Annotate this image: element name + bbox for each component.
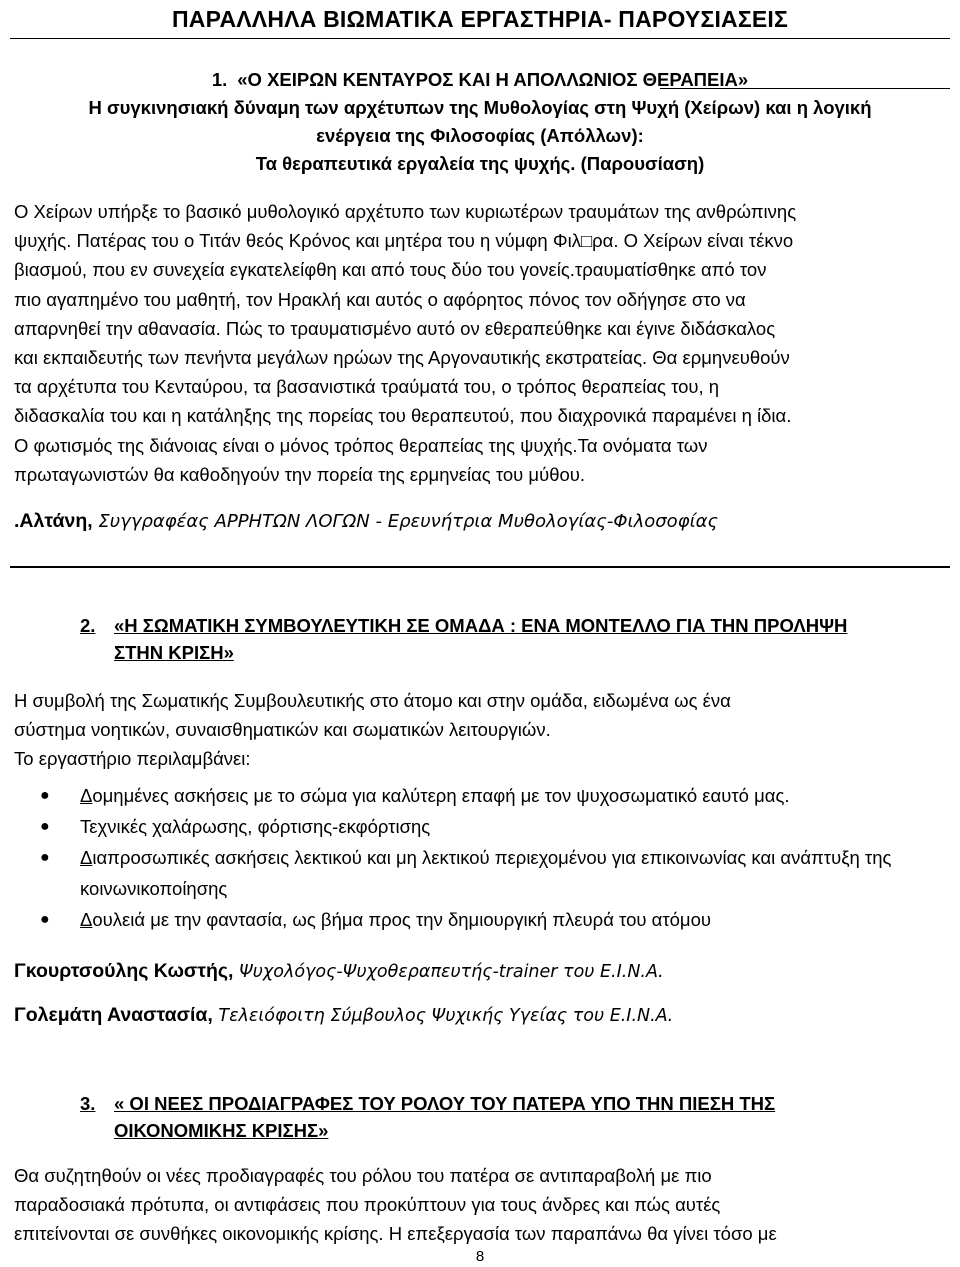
- bullet-icon: ●: [40, 849, 50, 866]
- section-1-subtitle-line-2: ενέργεια της Φιλοσοφίας (Απόλλων):: [316, 125, 644, 146]
- section-1-title-line: [0, 66, 960, 94]
- body-line: τα αρχέτυπα του Κενταύρου, τα βασανιστικά τραύματά του, ο τρόπος θεραπείας του, η: [14, 376, 720, 398]
- body-line: βιασμού, που εν συνεχεία εγκατελείφθη και από τους δύο του γονείς.τραυματίσθηκε από τον: [14, 259, 767, 281]
- section-divider: [10, 566, 950, 568]
- section-1-subtitle-line-1: Η συγκινησιακή δύναμη των αρχέτυπων της Μυθολογίας στη Ψυχή (Χείρων) και η λογική: [88, 97, 872, 118]
- section-2-title-line-1: «Η ΣΩΜΑΤΙΚΗ ΣΥΜΒΟΥΛΕΥΤΙΚΗ ΣΕ ΟΜΑΔΑ : ΕΝΑ ΜΟΝΤΕΛΛΟ ΓΙΑ ΤΗΝ ΠΡΟΛΗΨΗ: [114, 615, 848, 636]
- body-line: πρωταγωνιστών θα καθοδηγούν την πορεία της ερμηνείας του μύθου.: [14, 463, 586, 485]
- presenter-name: Γολεμάτη Αναστασία,: [14, 1004, 213, 1026]
- body-line: διδασκαλία του και η κατάληξης της πορείας του θεραπευτού, που διαχρονικά παραμένει η ίδια.: [14, 405, 792, 427]
- body-line: Ο Χείρων υπήρξε το βασικό μυθολογικό αρχέτυπο των κυριωτέρων τραυμάτων της ανθρώπινης: [14, 201, 797, 222]
- body-line: σύστημα νοητικών, συναισθηματικών και σωματικών λειτουργιών.: [14, 719, 551, 741]
- body-line: Ο φωτισμός της διάνοιας είναι ο μόνος τρόπος θεραπείας της ψυχής.Τα ονόματα των: [14, 434, 708, 456]
- section-2-bullet-list: [14, 780, 946, 935]
- author-name: .Αλτάνη,: [14, 510, 93, 532]
- section-2-intro: [14, 686, 946, 774]
- list-item: ● Δομημένες ασκήσεις με το σώμα για καλύτερη επαφή με τον ψυχοσωματικό εαυτό μας.: [14, 780, 946, 811]
- section-1-author: [14, 510, 718, 533]
- section-3-title-line-1: « ΟΙ ΝΕΕΣ ΠΡΟΔΙΑΓΡΑΦΕΣ ΤΟΥ ΡΟΛΟΥ ΤΟΥ ΠΑΤΕΡΑ ΥΠΟ ΤΗΝ ΠΙΕΣΗ ΤΗΣ: [114, 1093, 776, 1114]
- list-item: ● Δουλειά με την φαντασία, ως βήμα προς την δημιουργική πλευρά του ατόμου: [14, 904, 946, 935]
- body-line: επιτείνονται σε συνθήκες οικονομικής κρίσης. Η επεξεργασία των παραπάνω θα γίνει τόσο με: [14, 1223, 777, 1245]
- title-rule: [10, 38, 950, 39]
- body-line: παραδοσιακά πρότυπα, οι αντιφάσεις που προκύπτουν για τους άνδρες και πώς αυτές: [14, 1194, 721, 1216]
- bullet-icon: ●: [40, 818, 50, 835]
- body-line: απαρνηθεί την αθανασία. Πώς το τραυματισμένο αυτό ον εθεραπεύθηκε και έγινε διδάσκαλος: [14, 317, 776, 339]
- section-3-number: 3.: [80, 1093, 96, 1114]
- page-number: 8: [475, 1248, 485, 1265]
- body-line: ψυχής. Πατέρας του ο Τιτάν θεός Κρόνος και μητέρα του η νύμφη Φιλ□ρα. Ο Χείρων είναι τέκνο: [14, 230, 794, 252]
- section-2-number: 2.: [80, 615, 96, 636]
- body-line: Το εργαστήριο περιλαμβάνει:: [14, 748, 251, 770]
- section-2-heading: [80, 612, 950, 666]
- list-item: ● Τεχνικές χαλάρωσης, φόρτισης-εκφόρτισης: [14, 811, 946, 842]
- section-1-subtitle-line-3: [0, 150, 960, 178]
- body-line: Θα συζητηθούν οι νέες προδιαγραφές του ρόλου του πατέρα σε αντιπαραβολή με πιο: [14, 1165, 712, 1186]
- section-1-heading: [0, 66, 960, 178]
- section-3-body: [14, 1161, 946, 1249]
- section-1-type-label: (Παρουσίαση): [580, 153, 705, 174]
- presenter-2: [14, 1004, 673, 1027]
- presenter-role: Ψυχολόγος-Ψυχοθεραπευτής-trainer του Ε.Ι.Ν.Α.: [233, 962, 664, 982]
- presenter-role: Τελειόφοιτη Σύμβουλος Ψυχικής Υγείας του Ε.Ι.Ν.Α.: [212, 1006, 674, 1026]
- bullet-icon: ●: [40, 787, 50, 804]
- author-role: Συγγραφέας ΑΡΡΗΤΩΝ ΛΟΓΩΝ - Ερευνήτρια Μυθολογίας-Φιλοσοφίας: [92, 511, 719, 532]
- section-3-heading: [80, 1090, 950, 1144]
- section-1-rule: [660, 88, 950, 89]
- section-1-body: [14, 197, 946, 489]
- section-1-number: 1.: [211, 69, 228, 90]
- page-title: ΠΑΡΑΛΛΗΛΑ ΒΙΩΜΑΤΙΚΑ ΕΡΓΑΣΤΗΡΙΑ- ΠΑΡΟΥΣΙΑΣΕΙΣ: [172, 6, 788, 32]
- bullet-icon: ●: [40, 911, 50, 928]
- body-line: και εκπαιδευτής των πενήντα μεγάλων ηρώων της Αργοναυτικής εκστρατείας. Θα ερμηνευθούν: [14, 347, 790, 369]
- section-2-title-line-2: ΣΤΗΝ ΚΡΙΣΗ»: [114, 642, 234, 663]
- body-line: Η συμβολή της Σωματικής Συμβουλευτικής στο άτομο και στην ομάδα, ειδωμένα ως ένα: [14, 690, 731, 711]
- section-1-title: «Ο ΧΕΙΡΩΝ ΚΕΝΤΑΥΡΟΣ ΚΑΙ Η ΑΠΟΛΛΩΝΙΟΣ ΘΕΡΑΠΕΙΑ»: [237, 69, 749, 90]
- presenter-name: Γκουρτσούλης Κωστής,: [14, 960, 234, 982]
- section-1-subtitle-text: Τα θεραπευτικά εργαλεία της ψυχής.: [255, 153, 576, 174]
- presenter-1: [14, 960, 664, 983]
- section-3-title-line-2: ΟΙΚΟΝΟΜΙΚΗΣ ΚΡΙΣΗΣ»: [114, 1120, 329, 1141]
- list-item: ● Διαπροσωπικές ασκήσεις λεκτικού και μη λεκτικού περιεχομένου για επικοινωνίας και ανάπτυξη της κοινωνικοποίησης: [14, 842, 946, 904]
- body-line: πιο αγαπημένο του μαθητή, τον Ηρακλή και αυτός ο αφόρητος πόνος τον οδήγησε στο να: [14, 288, 746, 310]
